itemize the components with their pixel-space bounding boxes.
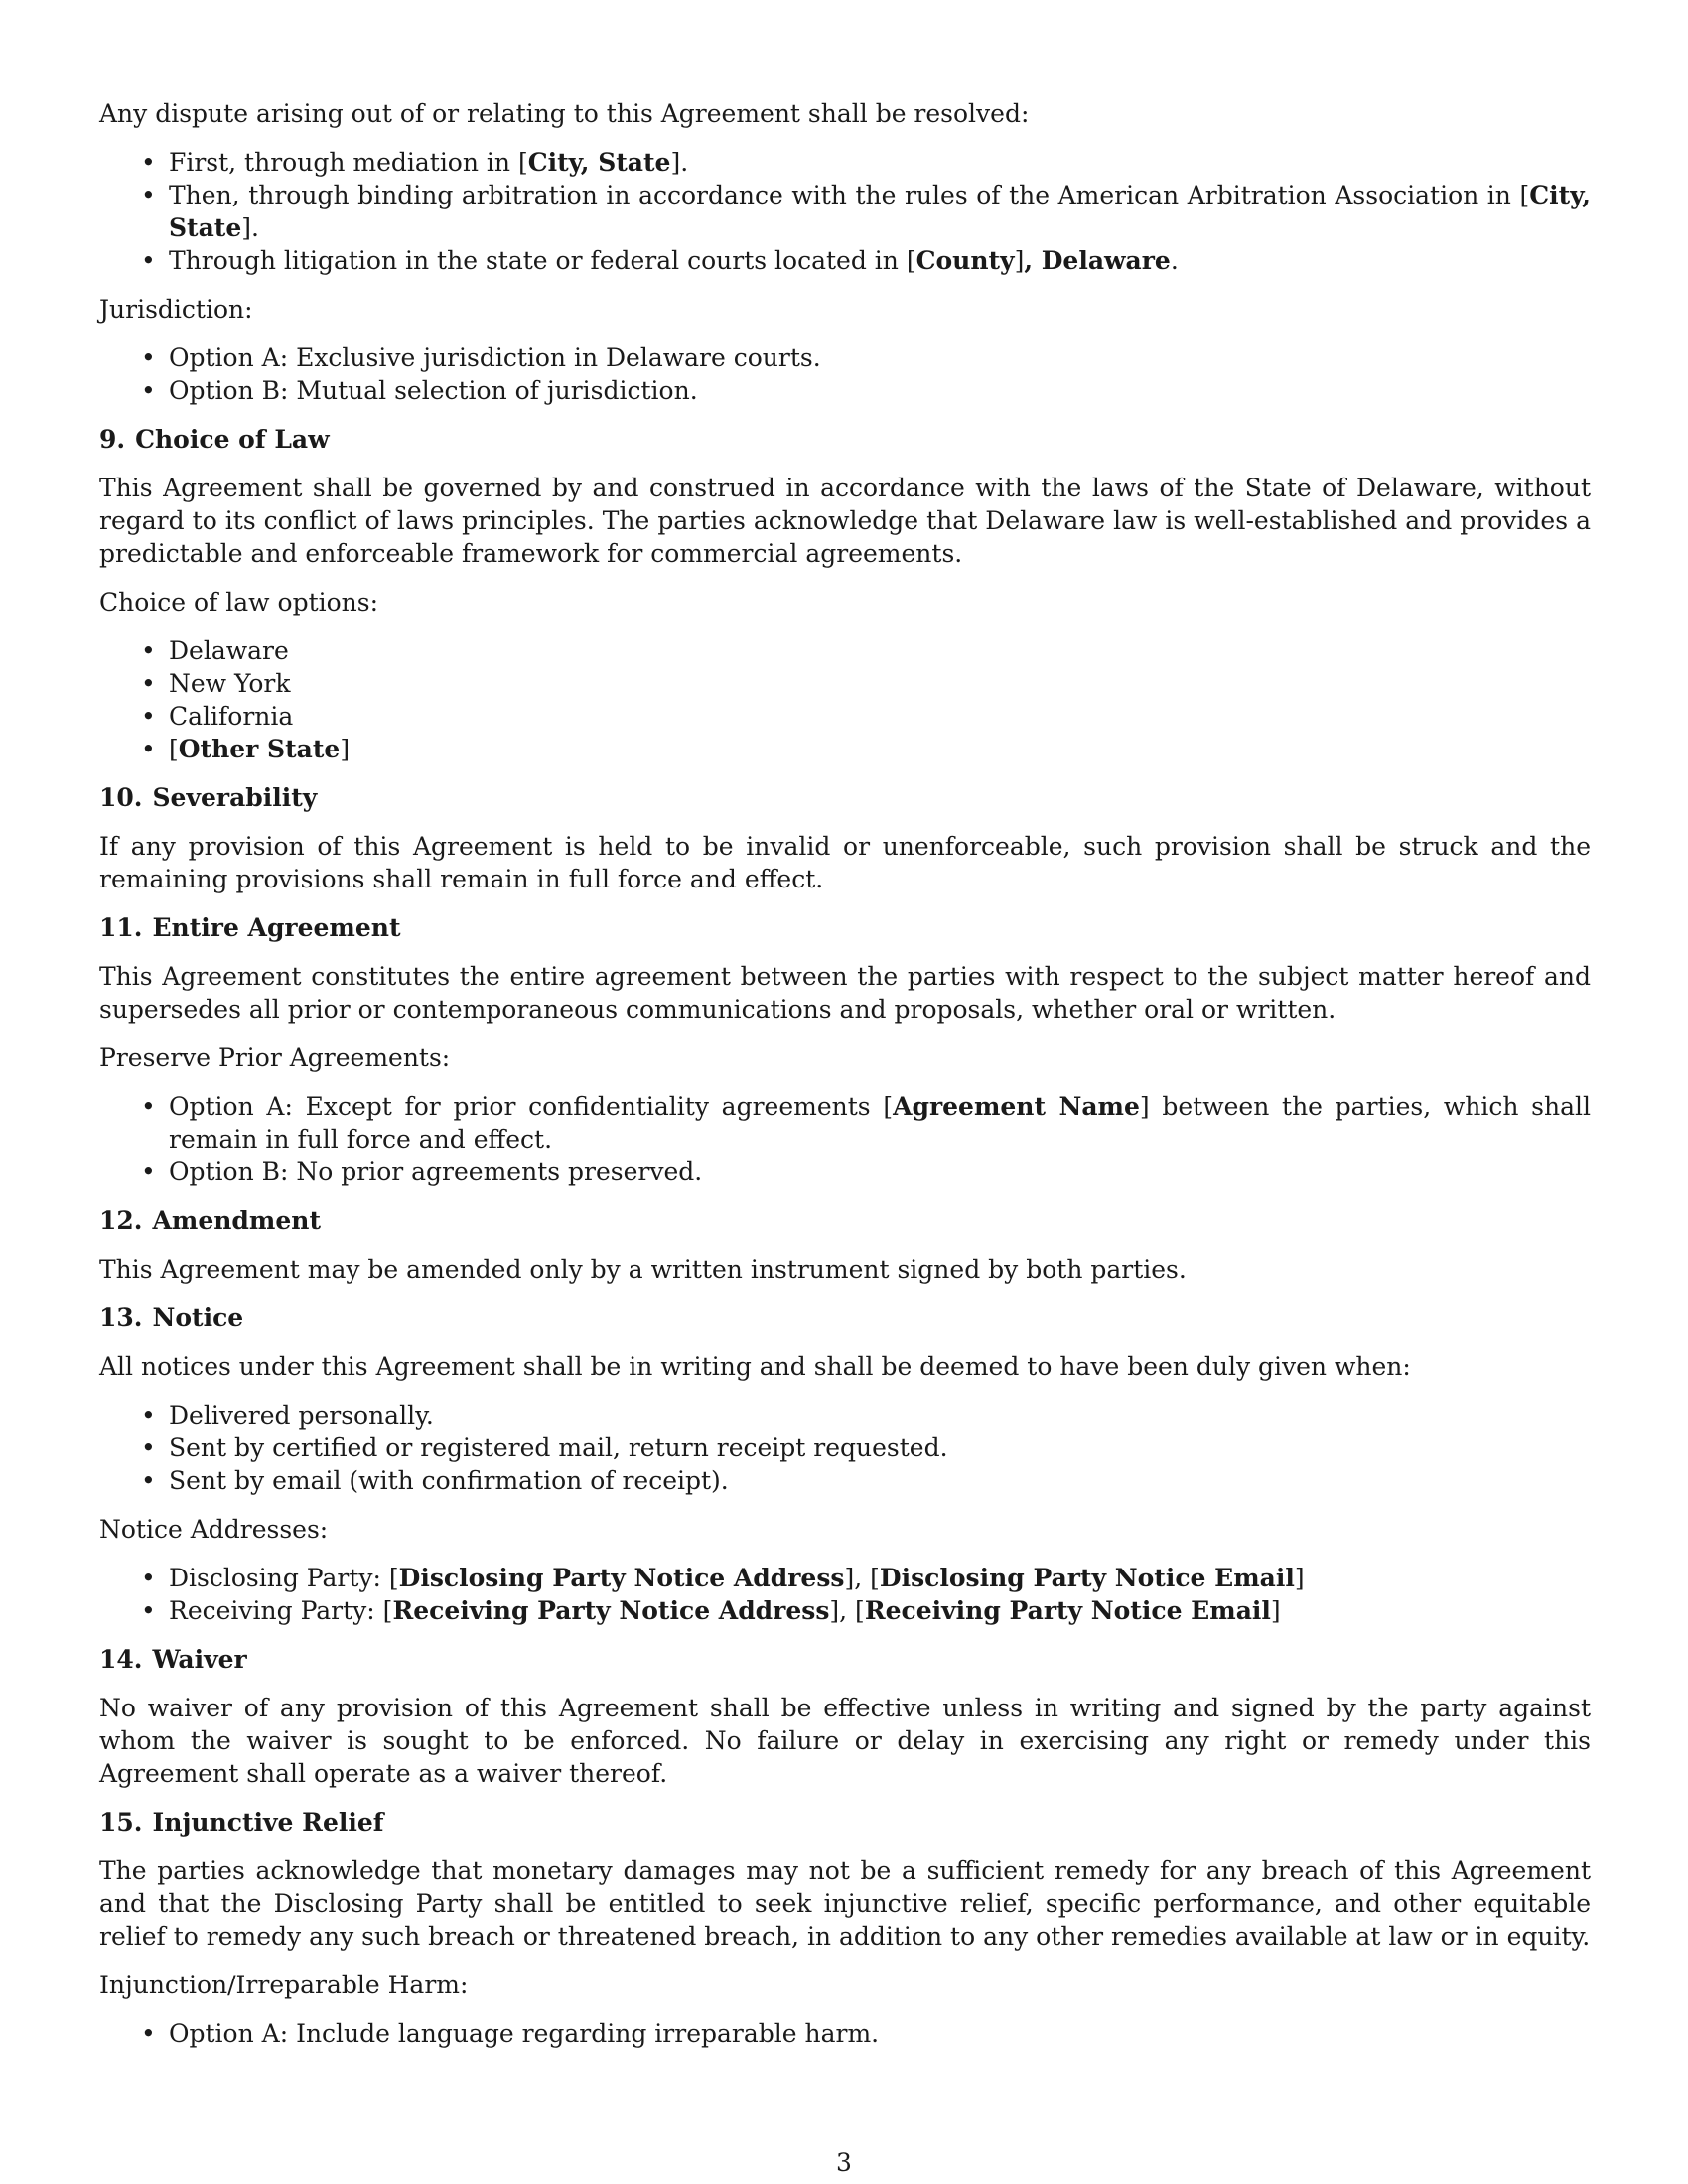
notice-methods-list <box>99 1399 1591 1497</box>
section-body: This Agreement constitutes the entire agreement between the parties with respect to the subject matter hereof and supersedes all prior or contemporaneous communications and proposals, whether oral or written. <box>99 962 1591 1024</box>
section-heading-entire-agreement: 11. Entire Agreement <box>99 913 401 942</box>
injunction-options-list <box>99 2017 1591 2050</box>
list-item: • California <box>169 700 1591 733</box>
section-body: This Agreement shall be governed by and construed in accordance with the laws of the State of Delaware, without regard to its conflict of laws principles. The parties acknowledge that Delaware law is well-established and provides a predictable and enforceable framework for commercial agreements. <box>99 474 1591 568</box>
section-body: This Agreement may be amended only by a written instrument signed by both parties. <box>99 1255 1187 1284</box>
list-item: • Option A: Include language regarding irreparable harm. <box>169 2017 1591 2050</box>
list-item: • Option A: Exclusive jurisdiction in Delaware courts. <box>169 341 1591 374</box>
section-body: All notices under this Agreement shall be in writing and shall be deemed to have been duly given when: <box>99 1352 1411 1381</box>
jurisdiction-options-list <box>99 341 1591 407</box>
choice-of-law-options-list <box>99 634 1591 765</box>
dispute-steps-list <box>99 146 1591 277</box>
document-page <box>99 97 1591 2066</box>
dispute-intro: Any dispute arising out of or relating to this Agreement shall be resolved: <box>99 99 1030 128</box>
list-item: • [Other State] <box>169 733 1591 765</box>
list-item: • Sent by certified or registered mail, return receipt requested. <box>169 1432 1591 1464</box>
notice-addresses-label: Notice Addresses: <box>99 1515 329 1544</box>
choice-of-law-options-label: Choice of law options: <box>99 588 379 616</box>
preserve-prior-label: Preserve Prior Agreements: <box>99 1043 451 1072</box>
list-item: • Sent by email (with confirmation of receipt). <box>169 1464 1591 1497</box>
section-heading-choice-of-law: 9. Choice of Law <box>99 425 330 454</box>
injunction-label: Injunction/Irreparable Harm: <box>99 1971 469 1999</box>
list-item: • Receiving Party: [Receiving Party Notice Address], [Receiving Party Notice Email] <box>169 1594 1591 1627</box>
list-item: • Through litigation in the state or federal courts located in [County], Delaware. <box>169 244 1591 277</box>
list-item: • Option B: No prior agreements preserved. <box>169 1156 1591 1188</box>
page-number: 3 <box>836 2148 852 2177</box>
list-item: • Option A: Except for prior confidentiality agreements [Agreement Name] between the parties, which shall remain in full force and effect. <box>169 1090 1591 1156</box>
preserve-options-list <box>99 1090 1591 1188</box>
section-heading-injunctive-relief: 15. Injunctive Relief <box>99 1808 384 1837</box>
list-item: • First, through mediation in [City, State]. <box>169 146 1591 179</box>
list-item: • New York <box>169 667 1591 700</box>
list-item: • Delivered personally. <box>169 1399 1591 1432</box>
section-heading-amendment: 12. Amendment <box>99 1206 321 1235</box>
list-item: • Delaware <box>169 634 1591 667</box>
section-heading-notice: 13. Notice <box>99 1303 244 1332</box>
list-item: • Disclosing Party: [Disclosing Party Notice Address], [Disclosing Party Notice Email] <box>169 1562 1591 1594</box>
section-heading-waiver: 14. Waiver <box>99 1645 247 1674</box>
section-body: No waiver of any provision of this Agreement shall be effective unless in writing and signed by the party against whom the waiver is sought to be enforced. No failure or delay in exercising any right or remedy under this Agreement shall operate as a waiver thereof. <box>99 1694 1591 1788</box>
section-heading-severability: 10. Severability <box>99 783 318 812</box>
section-body: If any provision of this Agreement is held to be invalid or unenforceable, such provision shall be struck and the remaining provisions shall remain in full force and effect. <box>99 832 1591 893</box>
jurisdiction-label: Jurisdiction: <box>99 295 253 324</box>
list-item: • Then, through binding arbitration in accordance with the rules of the American Arbitration Association in [City, State]. <box>169 179 1591 244</box>
section-body: The parties acknowledge that monetary damages may not be a sufficient remedy for any breach of this Agreement and that the Disclosing Party shall be entitled to seek injunctive relief, specific performance, and other equitable relief to remedy any such breach or threatened breach, in addition to any other remedies available at law or in equity. <box>99 1856 1591 1951</box>
list-item: • Option B: Mutual selection of jurisdiction. <box>169 374 1591 407</box>
notice-addresses-list <box>99 1562 1591 1627</box>
